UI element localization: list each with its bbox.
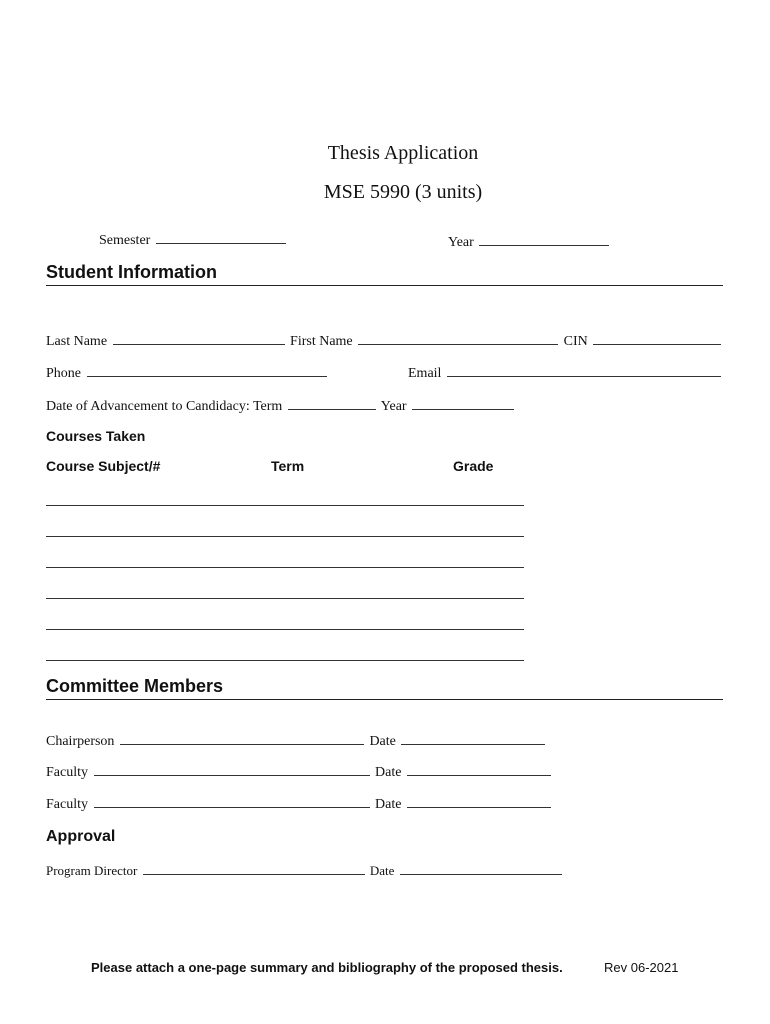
course-code: MSE 5990 (3 units) bbox=[323, 181, 483, 203]
program-director-date-blank[interactable] bbox=[400, 862, 562, 875]
advancement-year-blank[interactable] bbox=[412, 397, 514, 410]
semester-blank[interactable] bbox=[156, 231, 286, 244]
footer-note: Please attach a one-page summary and bibliography of the proposed thesis. bbox=[91, 960, 563, 975]
last-name-blank[interactable] bbox=[113, 332, 285, 345]
chairperson-date-blank[interactable] bbox=[401, 732, 545, 745]
first-name-blank[interactable] bbox=[358, 332, 558, 345]
program-director-blank[interactable] bbox=[143, 862, 365, 875]
phone-blank[interactable] bbox=[87, 364, 327, 377]
faculty-row bbox=[46, 795, 553, 813]
column-term: Term bbox=[271, 458, 305, 474]
faculty-date-blank[interactable] bbox=[407, 763, 551, 776]
program-director-label: Program Director bbox=[46, 863, 138, 878]
faculty-date-blank[interactable] bbox=[407, 795, 551, 808]
year-blank[interactable] bbox=[479, 233, 609, 246]
course-row-line[interactable] bbox=[46, 660, 524, 661]
program-director-row bbox=[46, 862, 564, 879]
program-director-date-label: Date bbox=[369, 863, 395, 878]
document-title: Thesis Application bbox=[327, 142, 479, 164]
faculty-row bbox=[46, 763, 553, 781]
name-row bbox=[46, 332, 723, 350]
section-divider bbox=[46, 285, 723, 286]
approval-heading: Approval bbox=[46, 828, 116, 845]
email-field bbox=[408, 364, 723, 382]
faculty-label: Faculty bbox=[46, 797, 88, 812]
chairperson-blank[interactable] bbox=[120, 732, 364, 745]
faculty-blank[interactable] bbox=[94, 795, 370, 808]
year-field[interactable] bbox=[448, 233, 611, 251]
advancement-term-label: Date of Advancement to Candidacy: Term bbox=[46, 399, 283, 414]
revision-label: Rev 06-2021 bbox=[604, 960, 679, 975]
faculty-label: Faculty bbox=[46, 765, 88, 780]
phone-field bbox=[46, 364, 329, 382]
advancement-year-label: Year bbox=[380, 399, 407, 414]
chairperson-date-label: Date bbox=[369, 734, 396, 749]
first-name-label: First Name bbox=[290, 334, 353, 349]
cin-label: CIN bbox=[563, 334, 588, 349]
cin-blank[interactable] bbox=[593, 332, 721, 345]
committee-members-heading: Committee Members bbox=[46, 676, 224, 696]
semester-field[interactable] bbox=[99, 231, 288, 249]
year-label: Year bbox=[448, 235, 474, 250]
course-row-line[interactable] bbox=[46, 567, 524, 568]
course-row-line[interactable] bbox=[46, 629, 524, 630]
advancement-term-blank[interactable] bbox=[288, 397, 376, 410]
chairperson-row bbox=[46, 732, 547, 750]
column-course-subject: Course Subject/# bbox=[46, 458, 161, 474]
course-row-line[interactable] bbox=[46, 598, 524, 599]
last-name-label: Last Name bbox=[46, 334, 108, 349]
email-label: Email bbox=[408, 366, 442, 381]
faculty-date-label: Date bbox=[375, 797, 402, 812]
semester-label: Semester bbox=[99, 233, 151, 248]
student-information-heading: Student Information bbox=[46, 262, 217, 282]
advancement-row bbox=[46, 397, 516, 415]
faculty-blank[interactable] bbox=[94, 763, 370, 776]
phone-label: Phone bbox=[46, 366, 81, 381]
course-row-line[interactable] bbox=[46, 536, 524, 537]
course-row-line[interactable] bbox=[46, 505, 524, 506]
faculty-date-label: Date bbox=[375, 765, 402, 780]
section-divider bbox=[46, 699, 723, 700]
column-grade: Grade bbox=[453, 458, 494, 474]
email-blank[interactable] bbox=[447, 364, 721, 377]
chairperson-label: Chairperson bbox=[46, 734, 115, 749]
courses-taken-heading: Courses Taken bbox=[46, 428, 146, 444]
